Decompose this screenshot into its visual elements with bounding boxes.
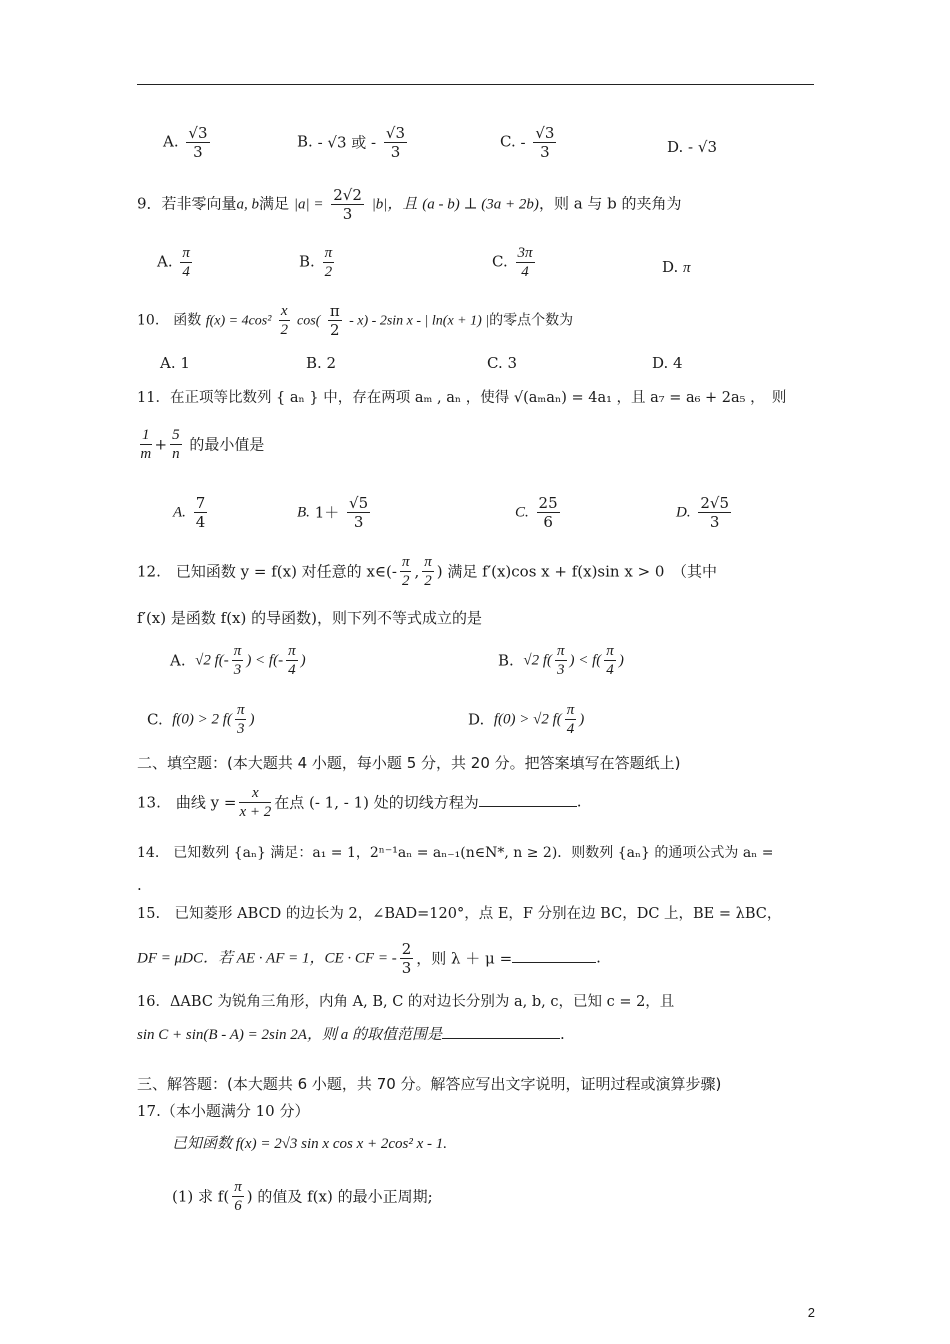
question-17-part1: (1) 求 f( $\frac{\pi}{6}$ ) 的值及 f(x) 的最小正周期; [172, 1179, 433, 1214]
fraction: $\frac{√3}{3}$ [188, 124, 208, 161]
q8-option-d: D. - √3 [667, 138, 717, 156]
question-12: 12. 已知函数 y = f(x) 对任意的 x∈(- $\frac{\pi}{2}$ , $\frac{\pi}{2}$ ) 满足 f′(x)cos x + f(x)sin x > 0 （其中 [137, 554, 717, 589]
question-15-line2: DF = μDC．若 AE · AF = 1，CE · CF = - $\frac{2}{3}$ ，则 λ ＋ μ = . [137, 940, 601, 977]
question-13: 13. 曲线 y = $\frac{x}{x + 2}$ 在点 (- 1, - 1) 处的切线方程为 . [137, 785, 582, 820]
q12-option-b: B. √2 f( $\frac{\pi}{3}$ ) < f( $\frac{\pi}{4}$ ) [498, 643, 624, 678]
question-14-end: . [137, 876, 142, 894]
question-17-given: 已知函数 f(x) = 2√3 sin x cos x + 2cos² x - 1. [172, 1136, 448, 1152]
question-10: 10. 函数 f(x) = 4cos² $\frac{x}{2}$ cos( $\frac{\pi}{2}$ - x) - 2sin x - | ln(x + 1) |的零点个数为 [137, 302, 574, 339]
q11-option-b: B. 1＋ $\frac{√5}{3}$ [297, 494, 369, 531]
section-fill-in-heading: 二、填空题：(本大题共 4 小题，每小题 5 分，共 20 分。把答案填写在答题纸上) [137, 754, 681, 772]
section-answer-heading: 三、解答题：(本大题共 6 小题，共 70 分。解答应写出文字说明，证明过程或演算步骤) [137, 1075, 722, 1093]
header-rule [137, 84, 814, 85]
page-number: 2 [807, 1305, 815, 1320]
q12-option-d: D. f(0) > √2 f( $\frac{\pi}{4}$ ) [468, 702, 585, 737]
q8-option-a: A. $\frac{√3}{3}$ [163, 124, 208, 161]
question-11-line2: $\frac{1}{m}$ + $\frac{5}{n}$ 的最小值是 [140, 427, 265, 462]
question-12-line2: f′(x) 是函数 f(x) 的导函数)，则下列不等式成立的是 [137, 609, 482, 627]
q10-option-d: D. 4 [652, 354, 683, 372]
q9-option-b: B. $\frac{\pi}{2}$ [299, 245, 333, 280]
question-17-head: 17.（本小题满分 10 分） [137, 1102, 310, 1120]
fraction: $\frac{√3}{3}$ [385, 124, 406, 161]
q11-option-a: A. $\frac{7}{4}$ [173, 494, 206, 531]
question-11: 11．在正项等比数列 { aₙ } 中，存在两项 aₘ , aₙ ，使得 √(aₘaₙ) = 4a₁ ，且 a₇ = a₆ + 2a₅ ， 则 [137, 390, 787, 406]
fraction: $\frac{√3}{3}$ [535, 124, 555, 161]
q8-option-c: C. - $\frac{√3}{3}$ [500, 124, 555, 161]
question-16: 16．ΔABC 为锐角三角形，内角 A, B, C 的对边长分别为 a, b, c，已知 c = 2，且 [137, 994, 675, 1010]
fraction: $\frac{2√2}{3}$ [333, 186, 362, 223]
q12-option-c: C. f(0) > 2 f( $\frac{\pi}{3}$ ) [147, 702, 255, 737]
q9-option-c: C. $\frac{3\pi}{4}$ [492, 245, 533, 280]
question-14: 14. 已知数列 {aₙ} 满足：a₁ = 1，2ⁿ⁻¹aₙ = aₙ₋₁(n∈N*, n ≥ 2)．则数列 {aₙ} 的通项公式为 aₙ = [137, 845, 774, 861]
q9-option-d: D. π [662, 258, 691, 276]
q10-option-c: C. 3 [487, 354, 518, 372]
q10-option-a: A. 1 [160, 354, 190, 372]
question-9: 9．若非零向量a, b满足 |a| = $\frac{2√2}{3}$ |b|，且 (a - b) ⊥ (3a + 2b)，则 a 与 b 的夹角为 [137, 186, 682, 223]
q10-option-b: B. 2 [306, 354, 337, 372]
q11-option-d: D. $\frac{2√5}{3}$ [676, 494, 730, 531]
answer-blank[interactable] [442, 1022, 560, 1039]
answer-blank[interactable] [479, 790, 577, 807]
question-16-line2: sin C + sin(B - A) = 2sin 2A，则 a 的取值范围是 . [137, 1022, 565, 1046]
q8-option-b: B. - √3 或 - $\frac{√3}{3}$ [297, 124, 406, 161]
q11-option-c: C. $\frac{25}{6}$ [515, 494, 558, 531]
answer-blank[interactable] [512, 946, 596, 963]
question-15: 15. 已知菱形 ABCD 的边长为 2，∠BAD=120°，点 E，F 分别在边 BC，DC 上，BE = λBC， [137, 906, 782, 922]
q12-option-a: A. √2 f(- $\frac{\pi}{3}$ ) < f(- $\frac{\pi}{4}$ ) [170, 643, 306, 678]
q9-option-a: A. $\frac{\pi}{4}$ [157, 245, 190, 280]
